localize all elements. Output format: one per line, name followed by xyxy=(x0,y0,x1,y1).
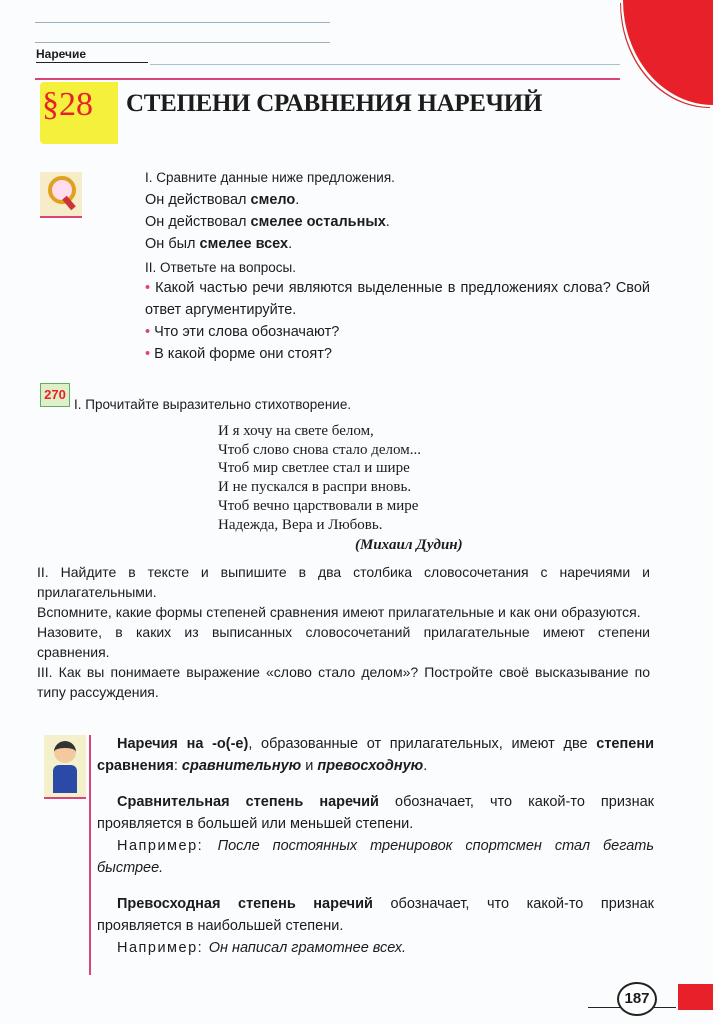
rule-border xyxy=(89,735,91,975)
header-rule xyxy=(35,42,330,43)
boy-icon xyxy=(44,735,86,799)
rule-block xyxy=(97,733,654,959)
rule-example: Например: После постоянных тренировок спортсмен стал бегать быстрее. xyxy=(97,838,654,876)
section-number: §28 xyxy=(42,86,93,123)
poem-line: Чтоб слово снова стало делом... xyxy=(218,441,421,458)
sentence: Он действовал смелее остальных. xyxy=(145,214,390,230)
poem-line: И не пускался в распри вновь. xyxy=(218,479,412,496)
sentence: Он был смелее всех. xyxy=(145,236,293,252)
rule-example: Например: Он написал грамотнее всех. xyxy=(117,940,406,956)
poem-line: И я хочу на свете белом, xyxy=(218,423,374,439)
poem xyxy=(218,422,421,534)
exercise-task-2c: Назовите, в каких из выписанных словосочетаний прилагательные имеют степени сравнения. xyxy=(37,624,650,660)
poem-author: (Михаил Дудин) xyxy=(355,537,463,553)
questions xyxy=(145,277,650,365)
rule-paragraph: Сравнительная степень наречий обозначает, что какой-то признак проявляется в большей или меньшей степени. xyxy=(97,794,654,832)
page-title: СТЕПЕНИ СРАВНЕНИЯ НАРЕЧИЙ xyxy=(126,90,543,117)
exercise-task-3: III. Как вы понимаете выражение «слово стало делом»? Постройте своё высказывание по типу рассуждения. xyxy=(37,664,650,700)
exercise-task-2: II. Найдите в тексте и выпишите в два столбика словосочетания с наречиями и прилагательными. xyxy=(37,564,650,600)
sentence: Он действовал смело. xyxy=(145,192,300,208)
header-rule xyxy=(150,64,620,65)
question: • Что эти слова обозначают? xyxy=(145,324,340,340)
task-2: II. Ответьте на вопросы. xyxy=(145,260,296,275)
title-rule xyxy=(35,78,620,80)
rule-paragraph: Превосходная степень наречий обозначает, что какой-то признак проявляется в наибольшей степени. xyxy=(97,896,654,934)
poem-line: Надежда, Вера и Любовь. xyxy=(218,516,383,533)
intro-sentences xyxy=(145,189,390,255)
question: • Какой частью речи являются выделенные в предложениях слова? Свой ответ аргументируйте. xyxy=(145,280,650,318)
question: • В какой форме они стоят? xyxy=(145,346,332,362)
magnifier-icon xyxy=(40,172,82,218)
corner-tab xyxy=(678,984,713,1010)
poem-line: Чтоб вечно царствовали в мире xyxy=(218,497,419,514)
corner-decoration xyxy=(623,0,713,105)
task-1: I. Сравните данные ниже предложения. xyxy=(145,170,395,185)
exercise-tasks xyxy=(37,562,650,702)
section-label: Наречие xyxy=(36,47,148,63)
rule-paragraph: Наречия на -о(-е), образованные от прилагательных, имеют две степени сравнения: сравнительную и превосходную. xyxy=(97,736,654,774)
header-rule xyxy=(35,22,330,23)
page-number: 187 xyxy=(617,982,657,1016)
poem-line: Чтоб мир светлее стал и шире xyxy=(218,460,410,477)
exercise-task-2b: Вспомните, какие формы степеней сравнения имеют прилагательные и как они образуются. xyxy=(37,604,641,620)
exercise-task-1: I. Прочитайте выразительно стихотворение. xyxy=(74,397,352,412)
exercise-number: 270 xyxy=(40,383,70,407)
